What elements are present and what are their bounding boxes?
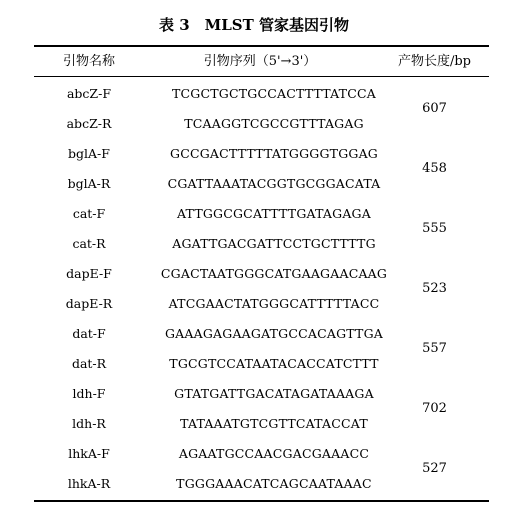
product-length: 523 — [422, 281, 447, 296]
product-length: 527 — [422, 461, 447, 476]
reverse-primer-name: bglA-R — [67, 176, 111, 191]
forward-primer-sequence: AGAATGCCAACGACGAAACC — [178, 446, 370, 461]
table-row — [34, 196, 489, 256]
reverse-primer-name: dat-R — [71, 356, 107, 371]
reverse-primer-sequence: TGGGAAACATCAGCAATAAAC — [176, 476, 372, 491]
forward-primer-name: bglA-F — [68, 146, 110, 161]
table-row — [34, 256, 489, 316]
table-bottom-rule — [34, 500, 489, 502]
product-length: 702 — [422, 401, 447, 416]
forward-primer-name: dapE-F — [66, 266, 112, 281]
forward-primer-name: dat-F — [72, 326, 106, 341]
table-row — [34, 316, 489, 376]
forward-primer-name: cat-F — [72, 206, 106, 221]
reverse-primer-name: cat-R — [72, 236, 106, 251]
table-row — [34, 136, 489, 196]
reverse-primer-sequence: TATAAATGTCGTTCATACCAT — [180, 416, 368, 431]
table-title: 表 3 MLST 管家基因引物 — [158, 16, 350, 34]
forward-primer-sequence: CGACTAATGGGCATGAAGAACAAG — [160, 266, 388, 281]
header-primer-name: 引物名称 — [62, 54, 115, 69]
forward-primer-sequence: ATTGGCGCATTTTGATAGAGA — [177, 206, 371, 221]
forward-primer-sequence: GTATGATTGACATAGATAAAGA — [174, 386, 374, 401]
forward-primer-name: ldh-F — [72, 386, 106, 401]
table-body — [34, 76, 489, 496]
reverse-primer-sequence: CGATTAAATACGGTGCGGACATA — [167, 176, 381, 191]
table-row — [34, 436, 489, 496]
header-product-length: 产物长度/bp — [397, 54, 472, 69]
reverse-primer-name: ldh-R — [72, 416, 106, 431]
forward-primer-name: abcZ-F — [66, 86, 112, 101]
table-row — [34, 76, 489, 136]
reverse-primer-name: lhkA-R — [67, 476, 111, 491]
forward-primer-sequence: GAAAGAGAAGATGCCACAGTTGA — [164, 326, 384, 341]
forward-primer-sequence: TCGCTGCTGCCACTTTTATCCA — [172, 86, 376, 101]
forward-primer-sequence: GCCGACTTTTTATGGGGTGGAG — [170, 146, 378, 161]
product-length: 458 — [422, 161, 447, 176]
table-top-rule — [34, 45, 489, 47]
reverse-primer-name: dapE-R — [65, 296, 113, 311]
table-row — [34, 376, 489, 436]
reverse-primer-sequence: AGATTGACGATTCCTGCTTTTG — [172, 236, 376, 251]
header-primer-sequence: 引物序列（5'→3'） — [203, 54, 317, 69]
reverse-primer-name: abcZ-R — [66, 116, 112, 131]
product-length: 607 — [422, 101, 447, 116]
forward-primer-name: lhkA-F — [68, 446, 110, 461]
reverse-primer-sequence: TGCGTCCATAATACACCATCTTT — [169, 356, 379, 371]
reverse-primer-sequence: ATCGAACTATGGGCATTTTTACC — [168, 296, 380, 311]
reverse-primer-sequence: TCAAGGTCGCCGTTTAGAG — [184, 116, 364, 131]
product-length: 557 — [422, 341, 447, 356]
product-length: 555 — [422, 221, 447, 236]
